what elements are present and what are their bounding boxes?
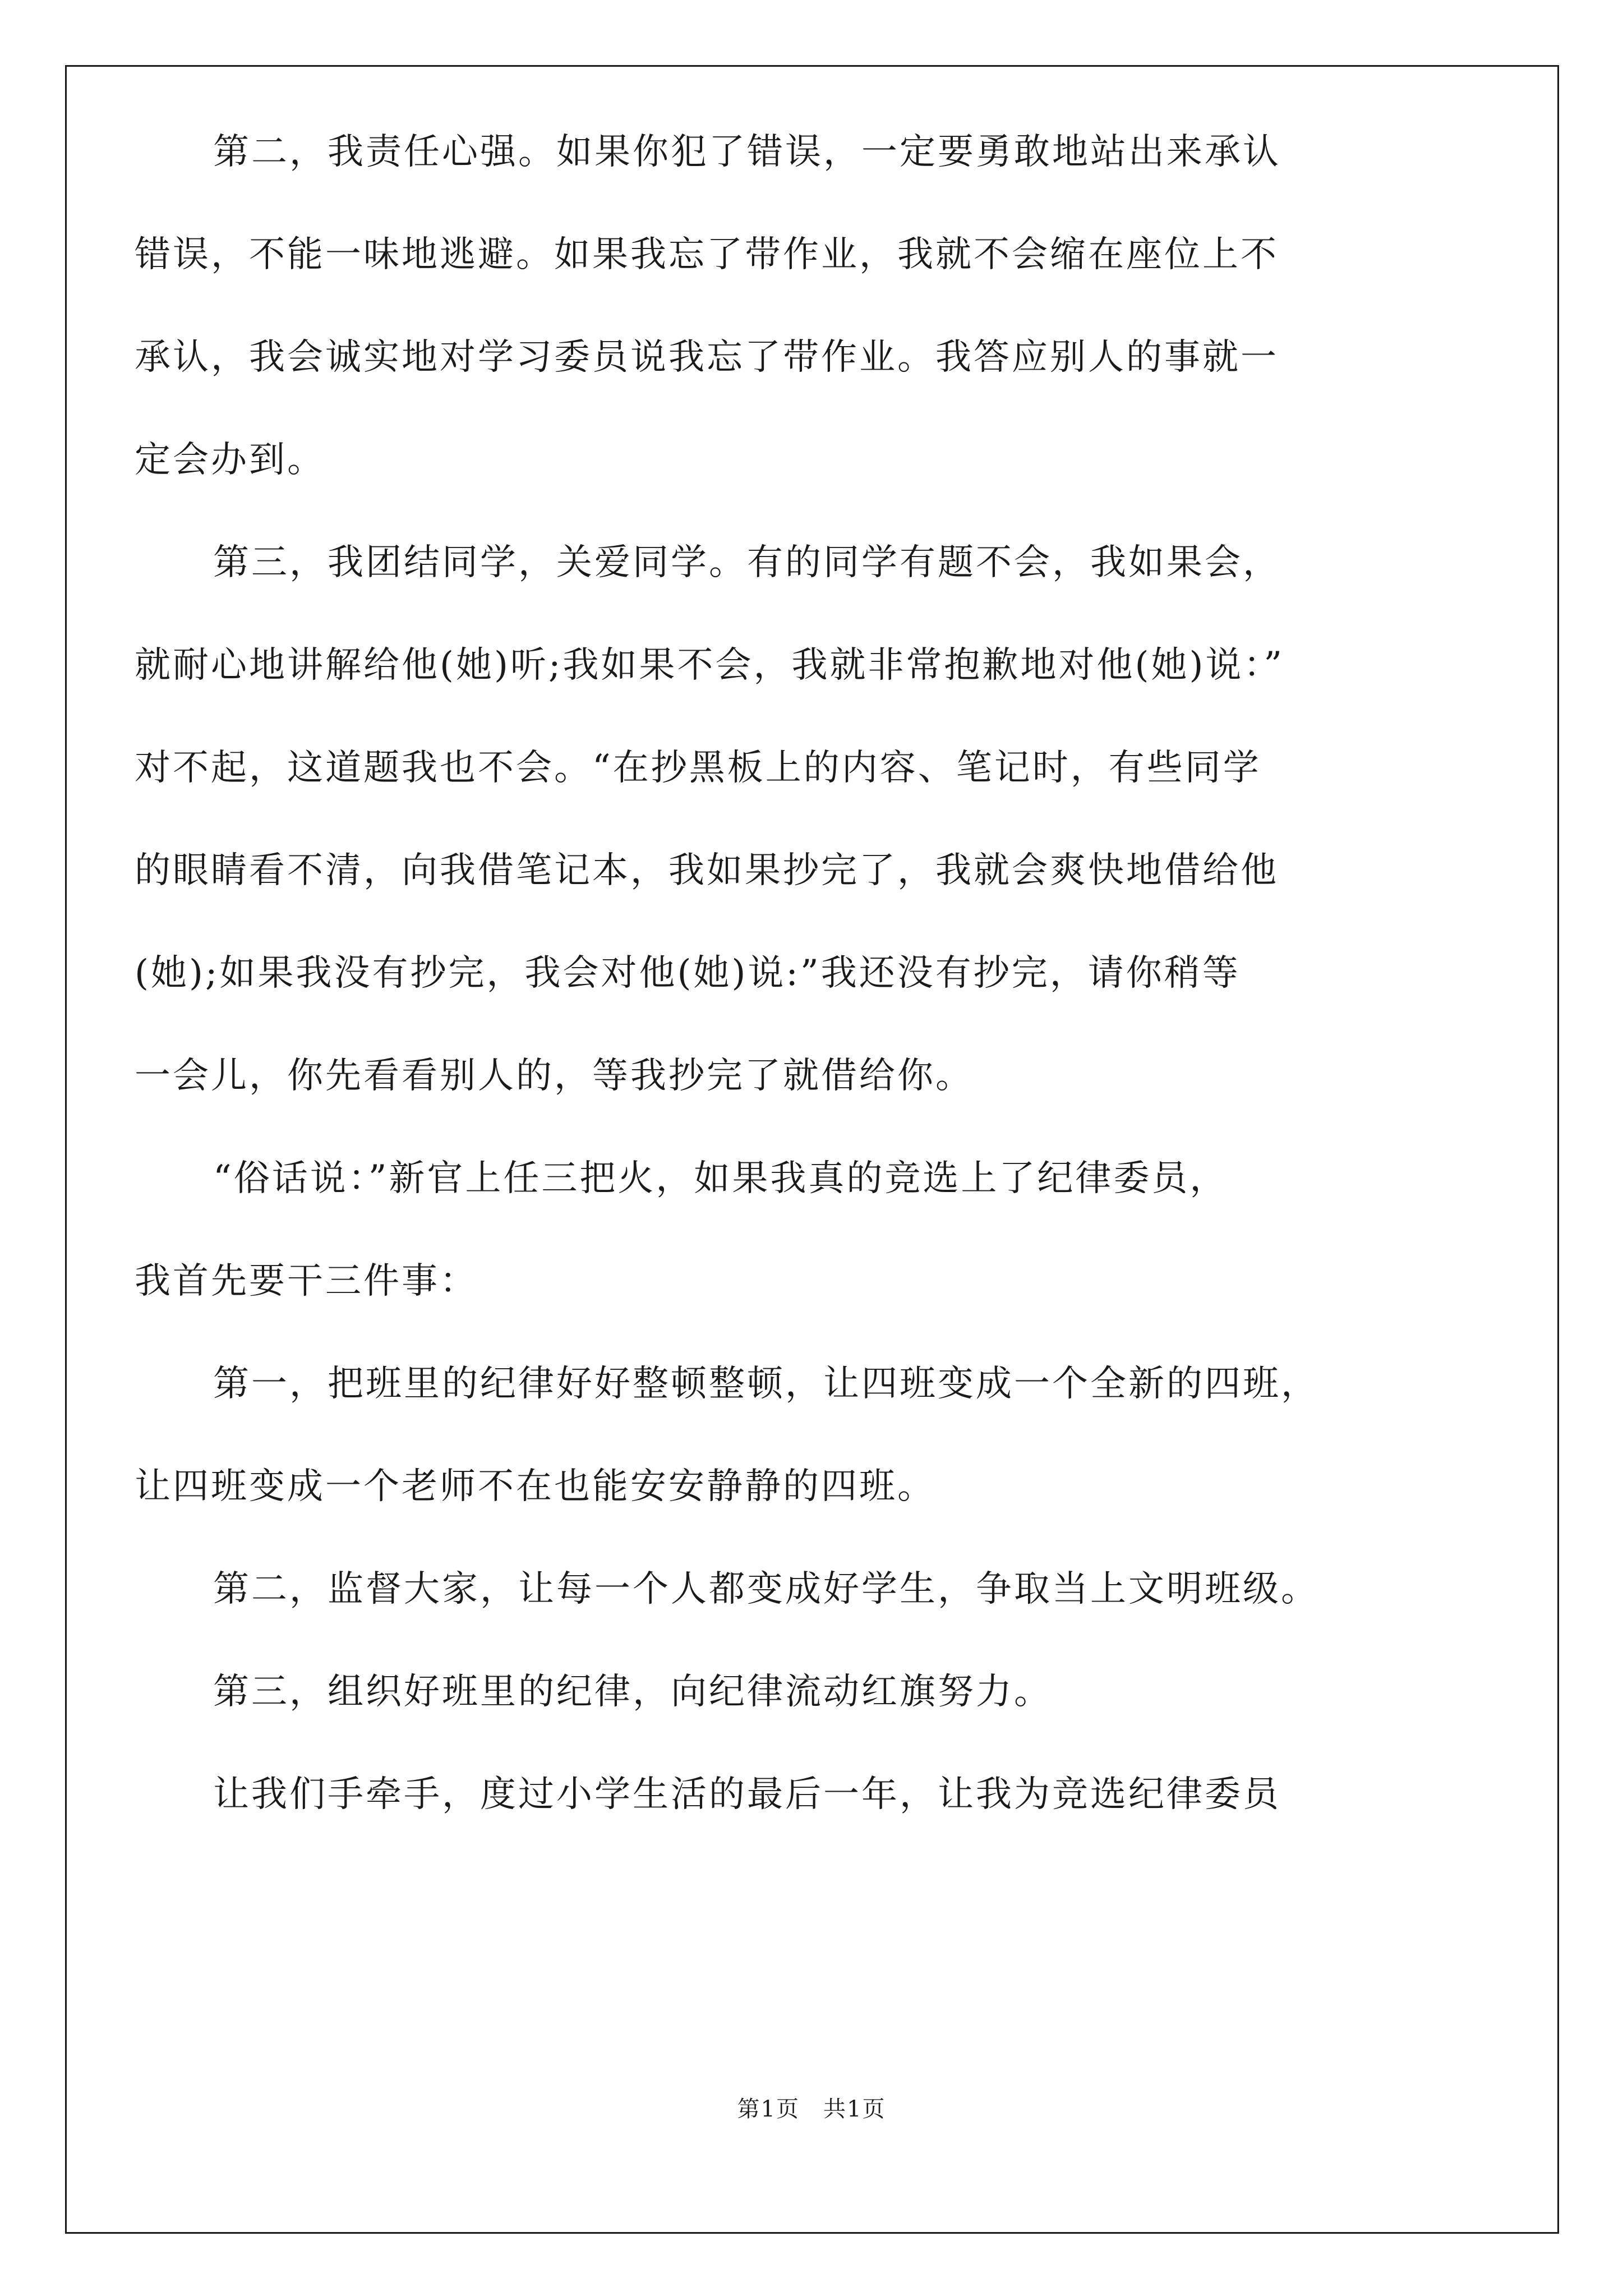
text-line: 第二，监督大家，让每一个人都变成好学生，争取当上文明班级。 <box>213 1568 1319 1610</box>
text-line: 让我们手牵手，度过小学生活的最后一年，让我为竞选纪律委员 <box>213 1774 1281 1815</box>
text-line: 第一，把班里的纪律好好整顿整顿，让四班变成一个全新的四班， <box>213 1363 1319 1405</box>
text-line: 一会儿，你先看看别人的，等我抄完了就借给你。 <box>135 1055 974 1097</box>
text-line: 第三，我团结同学，关爱同学。有的同学有题不会，我如果会， <box>213 542 1281 583</box>
text-line: 让四班变成一个老师不在也能安安静静的四班。 <box>135 1466 935 1507</box>
page-footer: 第1页 共1页 <box>737 2096 886 2122</box>
text-line: 定会办到。 <box>135 439 325 481</box>
text-line: 错误，不能一味地逃避。如果我忘了带作业，我就不会缩在座位上不 <box>135 234 1279 275</box>
text-line: 对不起，这道题我也不会。“在抄黑板上的内容、笔记时，有些同学 <box>135 747 1261 789</box>
text-line: 第二，我责任心强。如果你犯了错误，一定要勇敢地站出来承认 <box>213 131 1281 173</box>
text-line: 就耐心地讲解给他(她)听;我如果不会，我就非常抱歉地对他(她)说：” <box>135 645 1285 686</box>
text-line: “俗话说：”新官上任三把火，如果我真的竞选上了纪律委员， <box>213 1158 1228 1199</box>
text-line: (她);如果我没有抄完，我会对他(她)说:”我还没有抄完，请你稍等 <box>135 953 1241 994</box>
text-line: 承认，我会诚实地对学习委员说我忘了带作业。我答应别人的事就一 <box>135 337 1279 378</box>
text-line: 我首先要干三件事： <box>135 1260 478 1302</box>
document-body <box>135 101 1483 1846</box>
text-line: 的眼睛看不清，向我借笔记本，我如果抄完了，我就会爽快地借给他 <box>135 850 1279 891</box>
text-line: 第三，组织好班里的纪律，向纪律流动红旗努力。 <box>213 1671 1052 1713</box>
